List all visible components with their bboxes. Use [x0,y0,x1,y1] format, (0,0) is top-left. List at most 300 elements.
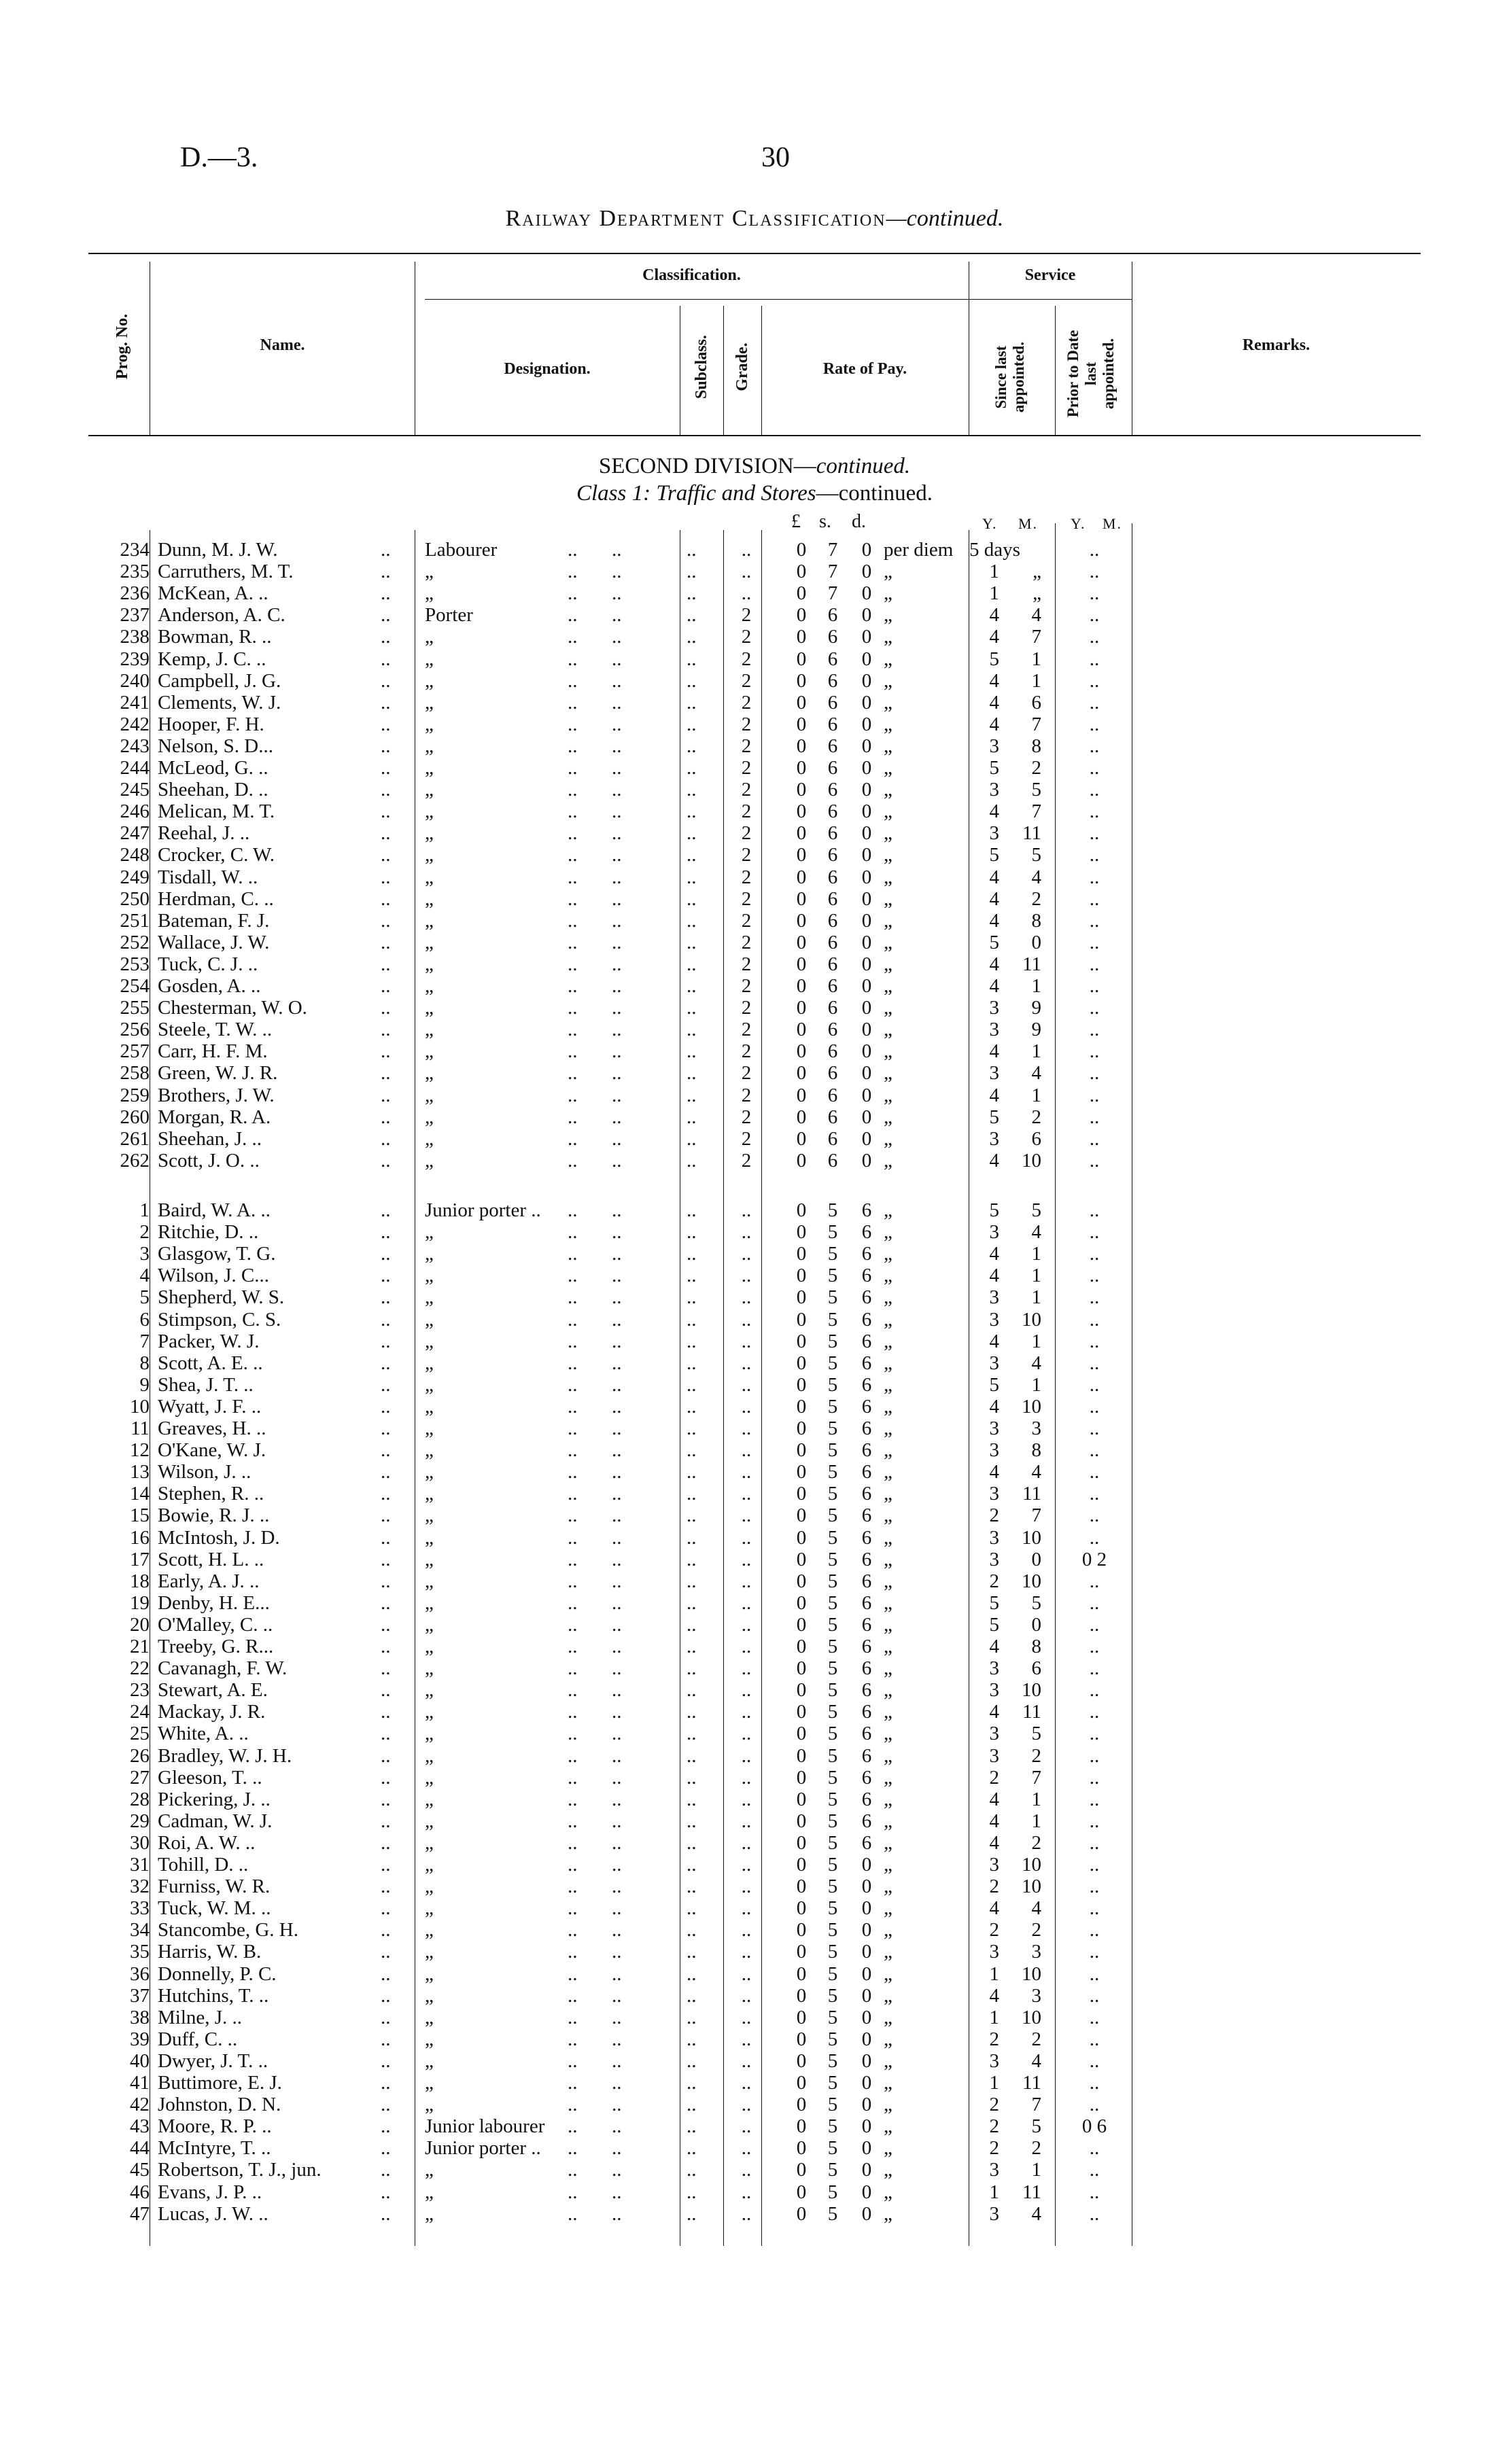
designation: „ [425,2028,434,2050]
pay-shillings: 6 [827,757,838,779]
designation: „ [425,2072,434,2094]
table-row [0,1150,1509,1172]
prog-no: 262 [120,1149,150,1172]
pay-shillings: 5 [827,1636,838,1657]
pay-pence: 0 [861,2049,872,2072]
pay-shillings: 6 [827,779,838,801]
leader-dots: .. [568,735,578,757]
pay-shillings: 5 [827,2006,838,2028]
name: Duff, C. .. [158,2028,238,2050]
since-months: 10 [1022,1395,1041,1418]
since-years: 3 [989,822,999,845]
pay-period: „ [884,953,892,975]
table-row [0,1767,1509,1789]
subclass: .. [687,1919,697,1941]
leader-dots: .. [612,1149,622,1172]
since-months: 9 [1031,997,1041,1019]
prog-no: 39 [130,2028,150,2050]
since-years: 4 [989,1149,999,1172]
leader-dots: .. [568,975,578,997]
pay-pounds: 0 [796,1504,807,1527]
leader-dots: .. [568,1591,578,1614]
leader-dots: .. [381,1810,391,1832]
designation: Junior labourer [425,2115,545,2138]
prior-service: .. [1089,2006,1100,2028]
subclass: .. [687,1265,697,1287]
subclass: .. [687,648,697,670]
pay-shillings: 6 [827,626,838,648]
prog-no: 19 [130,1591,150,1614]
pay-pence: 0 [861,1062,872,1085]
grade: .. [741,2202,752,2225]
unit-years: Y. [982,515,998,532]
table-row [0,1679,1509,1701]
since-months: 2 [1031,1744,1041,1767]
grade: .. [741,1330,752,1352]
designation: „ [425,1766,434,1789]
subclass: .. [687,2181,697,2203]
pay-pounds: 0 [796,2202,807,2225]
leader-dots: .. [381,2072,391,2094]
unit-months-prior: M. [1103,515,1123,532]
since-months: „ [1033,561,1041,583]
since-years: 3 [989,1221,999,1244]
name: O'Malley, C. .. [158,1613,273,1636]
leader-dots: .. [612,604,622,627]
pay-period: „ [884,1243,892,1265]
subclass: .. [687,626,697,648]
prior-service: .. [1089,1352,1100,1374]
prog-no: 252 [120,931,150,953]
prior-service: .. [1089,1613,1100,1636]
subclass: .. [687,1723,697,1745]
leader-dots: .. [568,866,578,888]
table-row [0,1062,1509,1084]
leader-dots: .. [381,1106,391,1128]
leader-dots: .. [381,1526,391,1549]
since-months: 7 [1031,1766,1041,1789]
table-row [0,1286,1509,1308]
leader-dots: .. [381,1439,391,1462]
leader-dots: .. [381,1149,391,1172]
since-years: 1 [989,2006,999,2028]
table-row [0,888,1509,910]
table-row [0,1897,1509,1919]
name: Green, W. J. R. [158,1062,278,1085]
designation: „ [425,822,434,845]
since-months: „ [1033,582,1041,605]
prog-no: 16 [130,1526,150,1549]
grade: .. [741,1810,752,1832]
subclass: .. [687,1199,697,1221]
since-years: 1 [989,1963,999,1985]
prog-no: 32 [130,1876,150,1898]
name: Roi, A. W. .. [158,1831,256,1854]
subclass: .. [687,1373,697,1396]
prog-no: 239 [120,648,150,670]
leader-dots: .. [612,1723,622,1745]
grade: 2 [741,953,752,975]
since-years: 2 [989,1919,999,1941]
leader-dots: .. [381,1308,391,1331]
pay-period: „ [884,735,892,757]
grade: .. [741,1265,752,1287]
designation: „ [425,757,434,779]
prog-no: 245 [120,779,150,801]
grade: 2 [741,626,752,648]
subclass: .. [687,604,697,627]
designation: „ [425,2094,434,2116]
pay-pounds: 0 [796,2137,807,2160]
prog-no: 242 [120,713,150,735]
pay-shillings: 6 [827,1040,838,1063]
table-row [0,735,1509,757]
pay-shillings: 5 [827,1854,838,1876]
prog-no: 14 [130,1483,150,1505]
leader-dots: .. [612,1984,622,2007]
since-years: 4 [989,1831,999,1854]
since-months: 11 [1022,822,1041,845]
table-row [0,1352,1509,1374]
designation: „ [425,2049,434,2072]
pay-shillings: 6 [827,844,838,866]
pay-period: „ [884,1984,892,2007]
since-months: 4 [1031,1461,1041,1483]
since-months: 7 [1031,713,1041,735]
leader-dots: .. [612,1941,622,1963]
table-row [0,953,1509,975]
leader-dots: .. [568,1657,578,1680]
leader-dots: .. [612,1876,622,1898]
since-years: 2 [989,2028,999,2050]
subclass: .. [687,2202,697,2225]
pay-shillings: 6 [827,909,838,932]
designation: „ [425,1963,434,1985]
header-bottom-rule [88,435,1421,436]
pay-pounds: 0 [796,2028,807,2050]
pay-pence: 6 [861,1483,872,1505]
since-months: 2 [1031,2028,1041,2050]
pay-pence: 6 [861,1461,872,1483]
leader-dots: .. [381,604,391,627]
prior-service: .. [1089,997,1100,1019]
prior-service: .. [1089,1657,1100,1680]
pay-pounds: 0 [796,1636,807,1657]
pay-period: „ [884,1199,892,1221]
pay-pounds: 0 [796,604,807,627]
since-months: 4 [1031,1221,1041,1244]
pay-shillings: 5 [827,1766,838,1789]
leader-dots: .. [612,2072,622,2094]
name: Hooper, F. H. [158,713,264,735]
pay-pence: 0 [861,1040,872,1063]
name: Melican, M. T. [158,800,275,823]
leader-dots: .. [612,1504,622,1527]
leader-dots: .. [381,582,391,605]
subclass: .. [687,1221,697,1244]
subclass: .. [687,909,697,932]
grade: 2 [741,648,752,670]
leader-dots: .. [568,1897,578,1920]
leader-dots: .. [612,822,622,845]
subclass: .. [687,1395,697,1418]
grade: .. [741,1723,752,1745]
grade: .. [741,2006,752,2028]
leader-dots: .. [381,2137,391,2160]
pay-pence: 6 [861,1657,872,1680]
table-row [0,1483,1509,1504]
pay-pounds: 0 [796,1461,807,1483]
since-months: 1 [1031,1373,1041,1396]
prior-service: .. [1089,2137,1100,2160]
prog-no: 254 [120,975,150,997]
leader-dots: .. [381,713,391,735]
pay-shillings: 5 [827,2028,838,2050]
unit-pence: d. [852,511,866,532]
name: Reehal, J. .. [158,822,250,845]
grade: 2 [741,1084,752,1106]
prior-service: .. [1089,1418,1100,1439]
grade: .. [741,2094,752,2116]
leader-dots: .. [612,1897,622,1920]
since-years: 3 [989,1062,999,1085]
name: Clements, W. J. [158,691,281,714]
since-months: 1 [1031,1788,1041,1810]
prog-no: 40 [130,2049,150,2072]
name: Crocker, C. W. [158,844,275,866]
pay-shillings: 6 [827,1106,838,1128]
name: Hutchins, T. .. [158,1984,269,2007]
pay-shillings: 6 [827,735,838,757]
pay-period: „ [884,1744,892,1767]
leader-dots: .. [568,1679,578,1702]
subclass: .. [687,1352,697,1374]
prog-no: 261 [120,1127,150,1150]
leader-dots: .. [381,844,391,866]
table-row [0,1789,1509,1810]
designation: „ [425,1062,434,1085]
leader-dots: .. [568,1483,578,1505]
pay-pounds: 0 [796,1199,807,1221]
leader-dots: .. [612,844,622,866]
subclass: .. [687,735,697,757]
table-row [0,844,1509,866]
leader-dots: .. [381,1243,391,1265]
subclass: .. [687,1439,697,1462]
prog-no: 243 [120,735,150,757]
pay-period: „ [884,1418,892,1439]
since-months: 1 [1031,975,1041,997]
pay-shillings: 5 [827,2072,838,2094]
since-months: 5 [1031,779,1041,801]
table-row [0,626,1509,648]
pay-pence: 6 [861,1504,872,1527]
since-years: 5 [989,931,999,953]
subclass: .. [687,2028,697,2050]
since-months: 2 [1031,757,1041,779]
leader-dots: .. [381,2006,391,2028]
pay-period: „ [884,1265,892,1287]
pay-pence: 0 [861,997,872,1019]
leader-dots: .. [381,2028,391,2050]
leader-dots: .. [568,757,578,779]
pay-period: „ [884,1483,892,1505]
since-months: 8 [1031,1636,1041,1657]
leader-dots: .. [381,1941,391,1963]
col-since-last: Since last appointed. [992,341,1027,413]
since-years: 3 [989,1526,999,1549]
since-years: 3 [989,735,999,757]
table-row [0,1527,1509,1549]
prog-no: 259 [120,1084,150,1106]
pay-shillings: 5 [827,1679,838,1702]
since-years: 3 [989,1418,999,1439]
since-years: 2 [989,2094,999,2116]
since-months: 6 [1031,1127,1041,1150]
name: Brothers, J. W. [158,1084,275,1106]
subclass: .. [687,1636,697,1657]
table-row [0,1832,1509,1854]
leader-dots: .. [612,2202,622,2225]
pay-period: „ [884,1876,892,1898]
pay-shillings: 5 [827,1330,838,1352]
leader-dots: .. [568,1854,578,1876]
leader-dots: .. [381,1548,391,1570]
pay-period: „ [884,1504,892,1527]
name: Stancombe, G. H. [158,1919,298,1941]
leader-dots: .. [381,800,391,823]
pay-pounds: 0 [796,909,807,932]
table-row [0,997,1509,1019]
subclass: .. [687,1744,697,1767]
since-years: 3 [989,1127,999,1150]
designation: „ [425,1461,434,1483]
name: Donnelly, P. C. [158,1963,277,1985]
grade: 2 [741,844,752,866]
subclass: .. [687,757,697,779]
pay-pounds: 0 [796,691,807,714]
leader-dots: .. [612,1373,622,1396]
table-row [0,1439,1509,1461]
leader-dots: .. [612,2094,622,2116]
pay-period: „ [884,866,892,888]
leader-dots: .. [381,1963,391,1985]
subclass: .. [687,1330,697,1352]
grade: .. [741,1591,752,1614]
grade: .. [741,1613,752,1636]
pay-period: per diem [884,539,954,561]
pay-pence: 6 [861,1766,872,1789]
designation: „ [425,1286,434,1309]
table-row [0,539,1509,561]
since-years: 4 [989,713,999,735]
pay-period: „ [884,1352,892,1374]
pay-shillings: 6 [827,713,838,735]
designation: Labourer [425,539,498,561]
pay-pounds: 0 [796,1352,807,1374]
leader-dots: .. [381,1286,391,1309]
leader-dots: .. [568,909,578,932]
pay-shillings: 5 [827,1941,838,1963]
pay-pounds: 0 [796,1243,807,1265]
pay-pence: 0 [861,713,872,735]
table-row [0,1374,1509,1396]
pay-pence: 0 [861,1149,872,1172]
grade: .. [741,582,752,605]
prior-service: .. [1089,713,1100,735]
pay-pence: 0 [861,887,872,910]
prog-no: 13 [130,1461,150,1483]
leader-dots: .. [612,2006,622,2028]
subclass: .. [687,1810,697,1832]
pay-period: „ [884,1084,892,1106]
pay-period: „ [884,800,892,823]
subclass: .. [687,1286,697,1309]
name: Sheehan, J. .. [158,1127,262,1150]
pay-pounds: 0 [796,735,807,757]
leader-dots: .. [568,2049,578,2072]
leader-dots: .. [568,844,578,866]
pay-pence: 0 [861,1941,872,1963]
designation: „ [425,2159,434,2181]
name: Bowie, R. J. .. [158,1504,270,1527]
grade: 2 [741,931,752,953]
pay-pounds: 0 [796,887,807,910]
prior-service: .. [1089,1084,1100,1106]
since-years: 4 [989,887,999,910]
leader-dots: .. [568,691,578,714]
prior-service: .. [1089,1570,1100,1592]
name: Herdman, C. .. [158,887,274,910]
prog-no: 23 [130,1679,150,1702]
pay-pence: 0 [861,866,872,888]
leader-dots: .. [612,1963,622,1985]
grade: .. [741,1897,752,1920]
grade: 2 [741,713,752,735]
class-label: Class 1: [576,481,651,506]
leader-dots: .. [612,1265,622,1287]
prior-service: .. [1089,1744,1100,1767]
subclass: .. [687,2159,697,2181]
pay-shillings: 5 [827,1591,838,1614]
since-months: 1 [1031,669,1041,692]
since-years: 4 [989,626,999,648]
designation: „ [425,1040,434,1063]
prog-no: 12 [130,1439,150,1462]
prog-no: 25 [130,1723,150,1745]
prior-service: .. [1089,1723,1100,1745]
leader-dots: .. [568,1744,578,1767]
since-months: 9 [1031,1019,1041,1041]
col-prior-to-date: Prior to Date last appointed. [1064,330,1117,418]
prior-service: .. [1089,844,1100,866]
prior-service: .. [1089,1019,1100,1041]
leader-dots: .. [612,2159,622,2181]
leader-dots: .. [612,1308,622,1331]
pay-period: „ [884,1439,892,1462]
subclass: .. [687,1418,697,1439]
pay-shillings: 6 [827,800,838,823]
leader-dots: .. [612,2181,622,2203]
prior-service: .. [1089,648,1100,670]
pay-shillings: 5 [827,2202,838,2225]
pay-shillings: 6 [827,887,838,910]
pay-pence: 0 [861,735,872,757]
pay-pence: 6 [861,1679,872,1702]
grade: .. [741,1701,752,1723]
pay-shillings: 5 [827,1373,838,1396]
leader-dots: .. [612,779,622,801]
